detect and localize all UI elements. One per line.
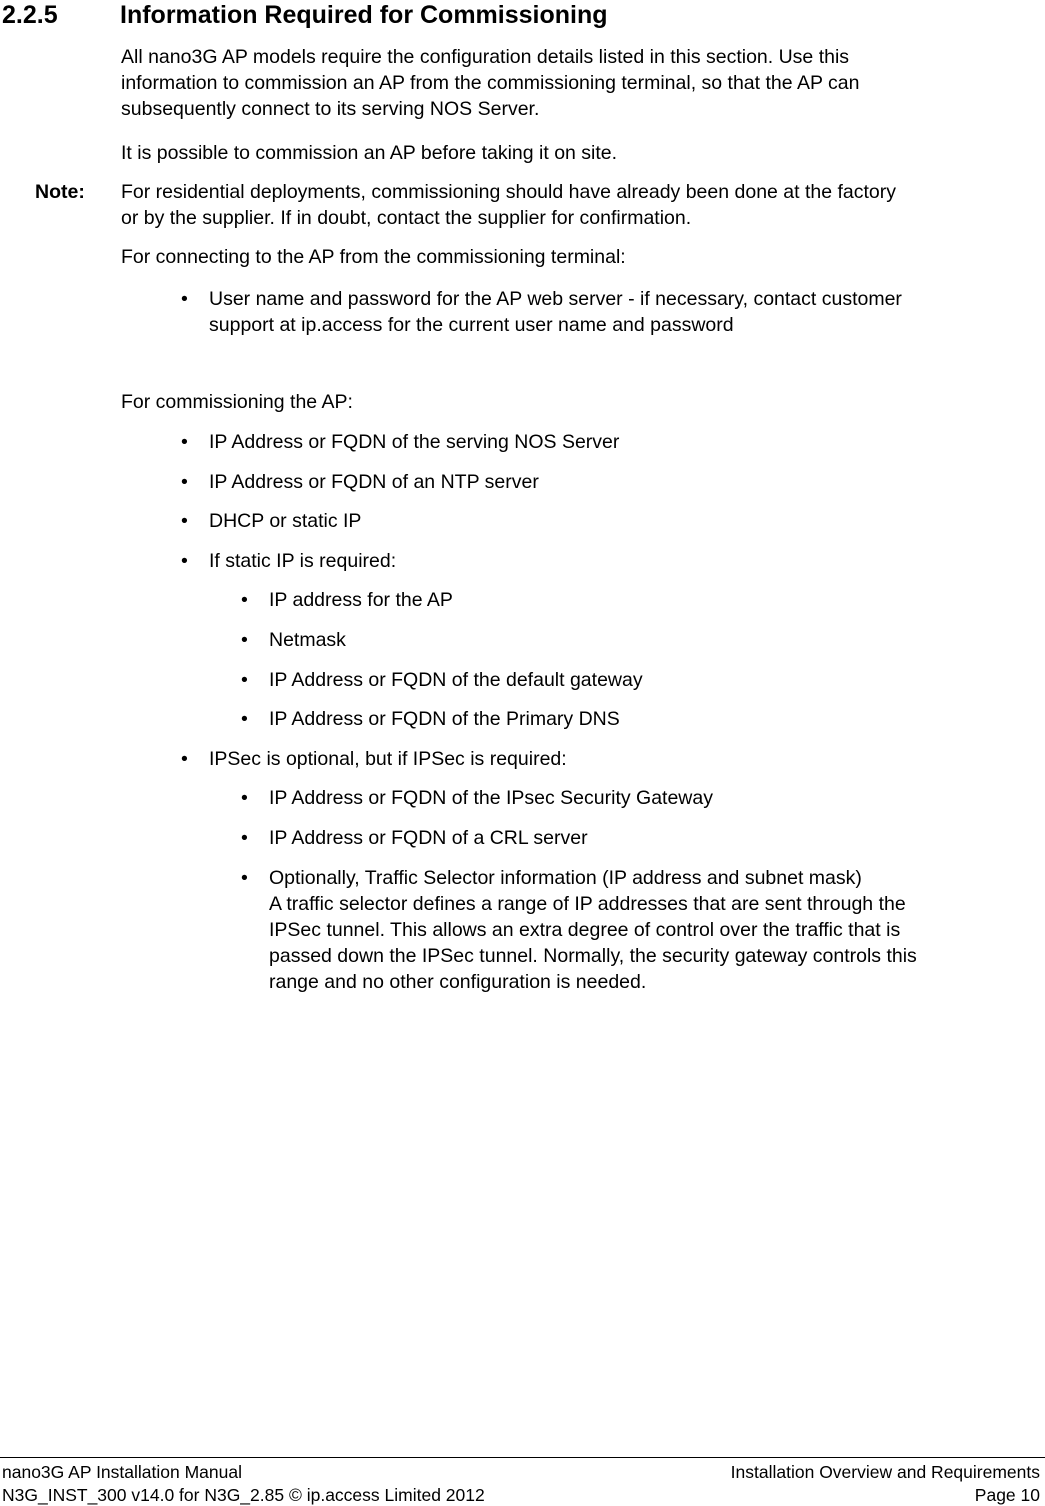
bullet: • bbox=[241, 867, 248, 889]
before-site-paragraph: It is possible to commission an AP before taking it on site. bbox=[121, 142, 618, 164]
footer-divider bbox=[0, 1457, 1045, 1458]
bullet: • bbox=[181, 431, 188, 453]
bullet: • bbox=[241, 589, 248, 611]
footer-manual-title: nano3G AP Installation Manual bbox=[2, 1462, 242, 1482]
intro-paragraph bbox=[121, 44, 1036, 122]
section-title: Information Required for Commissioning bbox=[120, 1, 608, 29]
list-item-text: IPSec is optional, but if IPSec is required: bbox=[209, 748, 567, 770]
bullet: • bbox=[181, 471, 188, 493]
commissioning-paragraph: For commissioning the AP: bbox=[121, 391, 353, 413]
list-item-text: Netmask bbox=[269, 629, 346, 651]
bullet: • bbox=[241, 629, 248, 651]
bullet: • bbox=[181, 550, 188, 572]
list-item-text: User name and password for the AP web server - if necessary, contact customer support at ip.access for the current user name and password bbox=[209, 288, 902, 336]
note-line-2: or by the supplier. If in doubt, contact the supplier for confirmation. bbox=[121, 207, 692, 229]
bullet: • bbox=[241, 708, 248, 730]
list-item-text: IP Address or FQDN of an NTP server bbox=[209, 471, 539, 493]
list-item-text: Optionally, Traffic Selector information (IP address and subnet mask) A traffic selector defines a range of IP addresses that are sent through the IPSec tunnel. This allows an extra degree of control over the traffic that is passed down the IPSec tunnel. Normally, the security gateway controls this range and no other configuration is needed. bbox=[269, 867, 917, 993]
bullet: • bbox=[181, 288, 188, 310]
intro-line-1: All nano3G AP models require the configuration details listed in this section. Use this bbox=[121, 46, 850, 68]
section-number: 2.2.5 bbox=[2, 1, 58, 29]
footer-chapter-title: Installation Overview and Requirements bbox=[730, 1462, 1040, 1482]
note-label: Note: bbox=[35, 181, 85, 203]
list-item-text: IP Address or FQDN of the default gateway bbox=[269, 669, 643, 691]
note-paragraph bbox=[121, 179, 1036, 231]
list-item-text: IP address for the AP bbox=[269, 589, 453, 611]
note-line-1: For residential deployments, commissioning should have already been done at the factory bbox=[121, 181, 897, 203]
connecting-paragraph: For connecting to the AP from the commissioning terminal: bbox=[121, 246, 626, 268]
list-item-text: IP Address or FQDN of the Primary DNS bbox=[269, 708, 620, 730]
bullet: • bbox=[241, 787, 248, 809]
bullet: • bbox=[241, 669, 248, 691]
bullet: • bbox=[181, 510, 188, 532]
intro-line-2: information to commission an AP from the commissioning terminal, so that the AP can bbox=[121, 72, 860, 94]
list-item-text: IP Address or FQDN of the IPsec Security Gateway bbox=[269, 787, 713, 809]
bullet: • bbox=[181, 748, 188, 770]
intro-line-3: subsequently connect to its serving NOS Server. bbox=[121, 98, 540, 120]
section-heading bbox=[2, 0, 608, 30]
list-item-text: IP Address or FQDN of the serving NOS Server bbox=[209, 431, 620, 453]
list-item-text: If static IP is required: bbox=[209, 550, 397, 572]
list-item-text: IP Address or FQDN of a CRL server bbox=[269, 827, 588, 849]
footer-page-number: Page 10 bbox=[974, 1485, 1040, 1505]
bullet: • bbox=[241, 827, 248, 849]
list-item-text: DHCP or static IP bbox=[209, 510, 362, 532]
footer-document-id: N3G_INST_300 v14.0 for N3G_2.85 © ip.access Limited 2012 bbox=[2, 1485, 485, 1505]
